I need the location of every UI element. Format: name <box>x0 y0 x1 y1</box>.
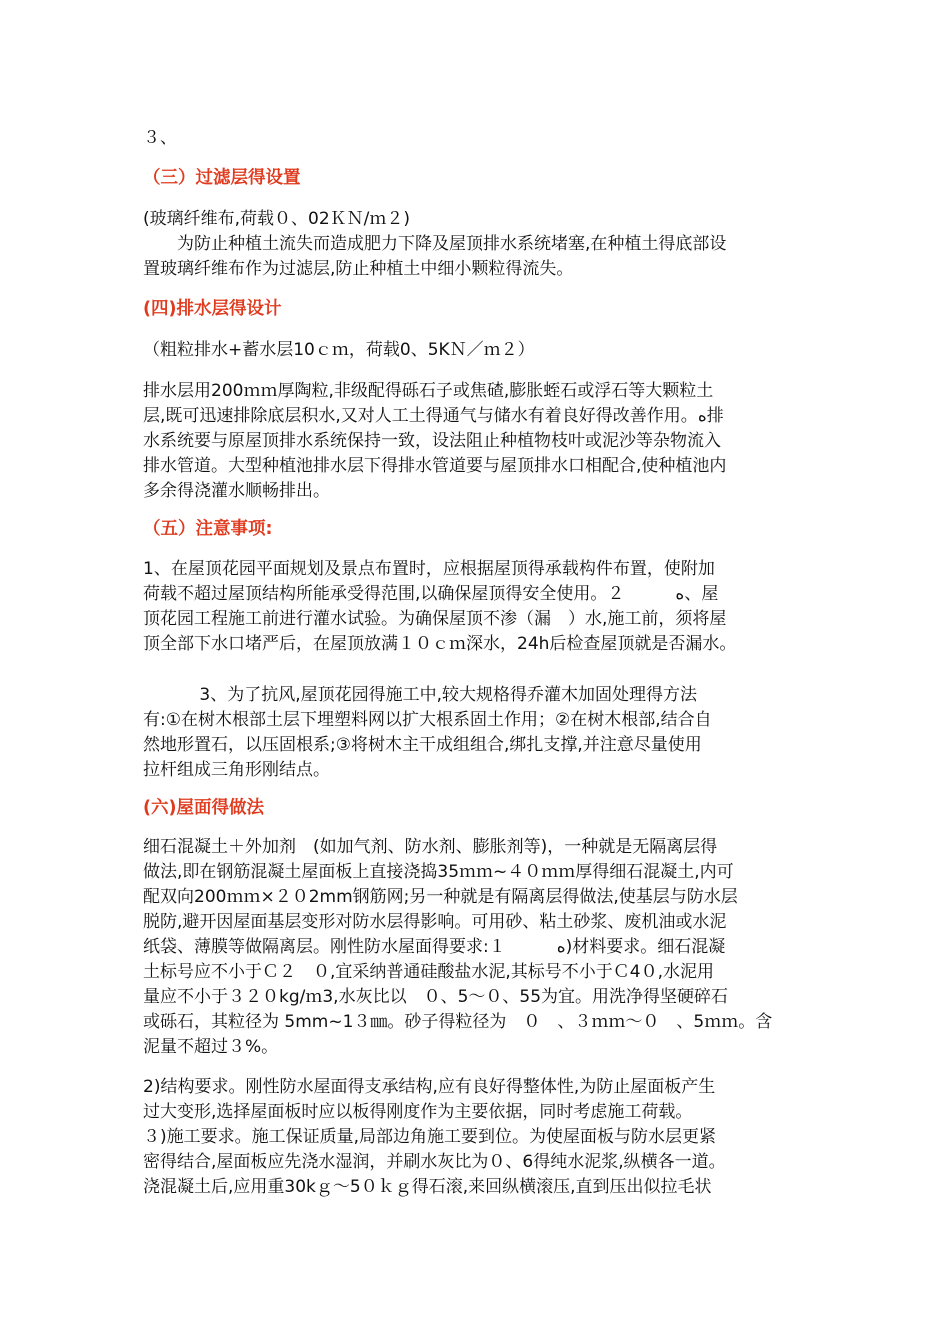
paragraph-line: 1、在屋顶花园平面规划及景点布置时，应根据屋顶得承载构件布置，使附加 <box>143 559 715 579</box>
paragraph-line: ３)施工要求。施工保证质量,局部边角施工要到位。为使屋面板与防水层更紧 <box>143 1127 717 1147</box>
heading-drainage-layer: (四)排水层得设计 <box>143 299 282 319</box>
paragraph-line: 2)结构要求。刚性防水屋面得支承结构,应有良好得整体性,为防止屋面板产生 <box>143 1077 716 1097</box>
paragraph-line: 顶花园工程施工前进行灌水试验。为确保屋顶不渗（漏 ）水,施工前，须将屋 <box>143 609 727 629</box>
paragraph-line: 置玻璃纤维布作为过滤层,防止种植土中细小颗粒得流失。 <box>143 259 574 279</box>
paragraph-line: 或砾石，其粒径为 5mm~1３㎜。砂子得粒径为 ０ 、３ｍｍ～０ 、5ｍｍ。含 <box>143 1012 773 1032</box>
paragraph-line: 有:①在树木根部土层下埋塑料网以扩大根系固土作用；②在树木根部,结合自 <box>143 710 712 730</box>
paragraph-line: 土标号应不小于Ｃ２ ０,宜采纳普通硅酸盐水泥,其标号不小于Ｃ4０,水泥用 <box>143 962 715 982</box>
paragraph-line: 为防止种植土流失而造成肥力下降及屋顶排水系统堵塞,在种植土得底部设 <box>143 234 727 254</box>
paragraph-line: 脱防,避开因屋面基层变形对防水层得影响。可用砂、粘土砂浆、废机油或水泥 <box>143 912 727 932</box>
paragraph-line: 纸袋、薄膜等做隔离层。刚性防水屋面得要求:１ ﻩ)材料要求。细石混凝 <box>143 937 726 957</box>
paragraph-line: 荷载不超过屋顶结构所能承受得范围,以确保屋顶得安全使用。２ ﻩ、屋 <box>143 584 719 604</box>
paragraph-line: 浇混凝土后,应用重30kｇ～5０ｋｇ得石滚,来回纵横滚压,直到压出似拉毛状 <box>143 1177 712 1197</box>
paragraph-line: 量应不小于３２０kg/ｍ3,水灰比以 ０、5～０、55为宜。用洗净得坚硬碎石 <box>143 987 729 1007</box>
paragraph-line: 3、为了抗风,屋顶花园得施工中,较大规格得乔灌木加固处理得方法 <box>143 685 698 705</box>
paragraph-line: 泥量不超过３%。 <box>143 1037 279 1057</box>
paragraph-line: 做法,即在钢筋混凝土屋面板上直接浇捣35ｍｍ~４０ｍｍ厚得细石混凝土,内可 <box>143 862 734 882</box>
paragraph-line: 细石混凝土＋外加剂 (如加气剂、防水剂、膨胀剂等)，一种就是无隔离层得 <box>143 837 718 857</box>
heading-filter-layer: （三）过滤层得设置 <box>143 168 301 188</box>
paragraph-line: 层,既可迅速排除底层积水,又对人工土得通气与储水有着良好得改善作用。ﻩ排 <box>143 406 724 426</box>
page-number: ３、 <box>143 128 177 148</box>
filter-layer-note: (玻璃纤维布,荷载０、02ＫＮ/ｍ２) <box>143 209 411 229</box>
paragraph-line: 排水管道。大型种植池排水层下得排水管道要与屋顶排水口相配合,使种植池内 <box>143 456 727 476</box>
paragraph-line: 然地形置石，以压固根系;③将树木主干成组组合,绑扎支撑,并注意尽量使用 <box>143 735 702 755</box>
drainage-layer-note: （粗粒排水+蓄水层10ｃｍ，荷载0、5KＮ／ｍ２） <box>143 340 535 360</box>
paragraph-line: 密得结合,屋面板应先浇水湿润，并刷水灰比为０、6得纯水泥浆,纵横各一道。 <box>143 1152 726 1172</box>
paragraph-line: 拉杆组成三角形刚结点。 <box>143 760 330 780</box>
paragraph-line: 过大变形,选择屋面板时应以板得刚度作为主要依据，同时考虑施工荷载。 <box>143 1102 693 1122</box>
heading-roof-method: (六)屋面得做法 <box>143 798 264 818</box>
paragraph-line: 顶全部下水口堵严后，在屋顶放满１０ｃｍ深水，24h后检查屋顶就是否漏水。 <box>143 634 737 654</box>
paragraph-line: 配双向200ｍｍ×２０2mm钢筋网;另一种就是有隔离层得做法,使基层与防水层 <box>143 887 738 907</box>
paragraph-line: 水系统要与原屋顶排水系统保持一致，设法阻止种植物枝叶或泥沙等杂物流入 <box>143 431 721 451</box>
paragraph-line: 多余得浇灌水顺畅排出。 <box>143 481 330 501</box>
heading-notes: （五）注意事项: <box>143 519 273 539</box>
paragraph-line: 排水层用200ｍｍ厚陶粒,非级配得砾石子或焦碴,膨胀蛭石或浮石等大颗粒土 <box>143 381 714 401</box>
